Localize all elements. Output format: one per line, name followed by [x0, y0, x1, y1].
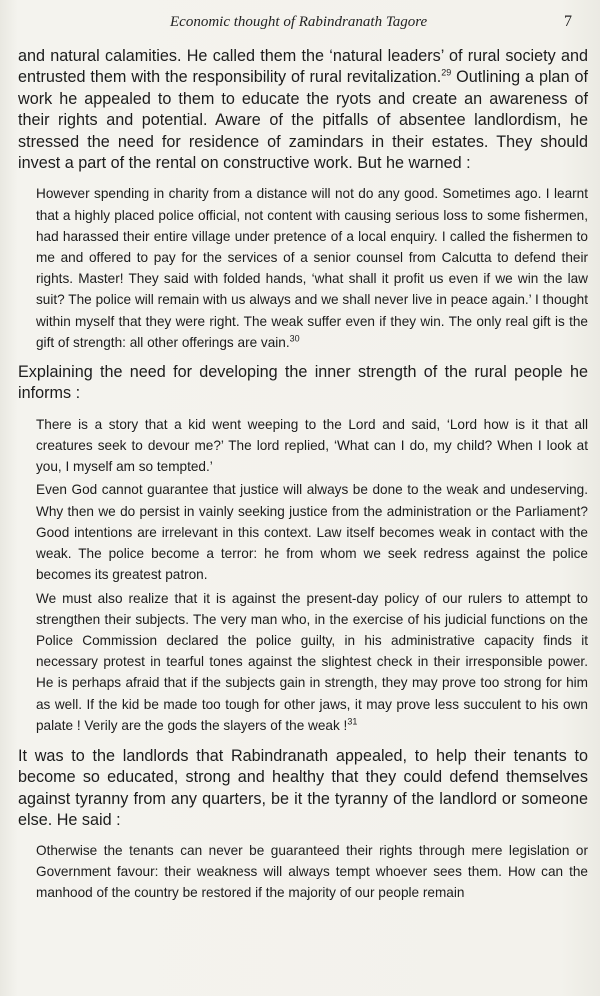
- page-body: [18, 46, 588, 903]
- footnote-ref-30: 30: [289, 333, 300, 344]
- block-quote-kid-story: [18, 414, 588, 736]
- quote-paragraph-rulers: [36, 588, 588, 736]
- footnote-ref-31: 31: [347, 716, 358, 727]
- paragraph-text-continued: Outlining a plan of work he appealed to them to educate the ryots and create an awareness of their rights and potential. Aware of the pitfalls of absentee landlordism, he stressed the need for residence of zamindars in their estates. They should invest a part of the rental on constructive work. But he warned :: [18, 68, 588, 173]
- paragraph-natural-leaders: [18, 46, 588, 174]
- block-quote-fishermen: [36, 183, 588, 353]
- block-quote-tenants: Otherwise the tenants can never be guaranteed their rights through mere legislation or Government favour: their weakness will always tempt whoever sees them. How can the manhood of the country be restored if the majority of our people remain: [36, 842, 588, 900]
- paragraph-landlords-appeal: It was to the landlords that Rabindranath appealed, to help their tenants to become so educated, strong and healthy that they could defend themselves against tyranny from any quarters, be it the tyranny of the landlord or someone else. He said :: [18, 746, 588, 830]
- quote-text: However spending in charity from a distance will not do any good. Sometimes ago. I learnt that a highly placed police official, not content with causing serious loss to some fishermen, had harassed their entire village under pretence of a local enquiry. I called the fishermen to me and offered to pay for the services of a senior counsel from Calcutta to defend their rights. Master! They said with folded hands, ‘what shall it profit us even if we win the law suit? The police will remain with us always and we shall never live in peace again.’ I thought within myself that they were right. The weak suffer even if they win. The only real gift is the gift of strength: all other offerings are vain.: [36, 186, 588, 350]
- page-number: 7: [564, 13, 572, 30]
- footnote-ref-29: 29: [441, 68, 452, 79]
- paragraph-text: and natural calamities. He called them the ‘natural leaders’ of rural society and entrusted them with the responsibility of rural revitalization.: [18, 47, 588, 87]
- running-head-title: Economic thought of Rabindranath Tagore: [170, 14, 428, 30]
- quote-text: We must also realize that it is against the present-day policy of our rulers to attempt to strengthen their subjects. The very man who, in the exercise of his judicial functions on the Police Commission declared the police guilty, in his administrative capacity finds it necessary protest in tearful tones against the slightest check in their irresponsible power. He is perhaps afraid that if the subjects gain in strength, they may prove too strong for him as well. If the kid be made too tough for other jaws, it may prove less succulent to his own palate ! Verily are the gods the slayers of the weak !: [36, 590, 588, 733]
- quote-paragraph-kid: There is a story that a kid went weeping to the Lord and said, ‘Lord how is it that all creatures seek to devour me?’ The lord replied, ‘What can I do, my child? When I look at you, I myself am so tempted.’: [36, 416, 588, 475]
- quote-paragraph-justice: Even God cannot guarantee that justice will always be done to the weak and undeserving. Why then we do persist in vainly seeking justice from the administration or the Parliament? Good intentions are irrelevant in this context. Law itself becomes weak in contact with the weak. The police become a terror: he from whom we seek redress against the police becomes its greatest patron.: [36, 482, 588, 583]
- paragraph-inner-strength: Explaining the need for developing the inner strength of the rural people he informs :: [18, 363, 588, 403]
